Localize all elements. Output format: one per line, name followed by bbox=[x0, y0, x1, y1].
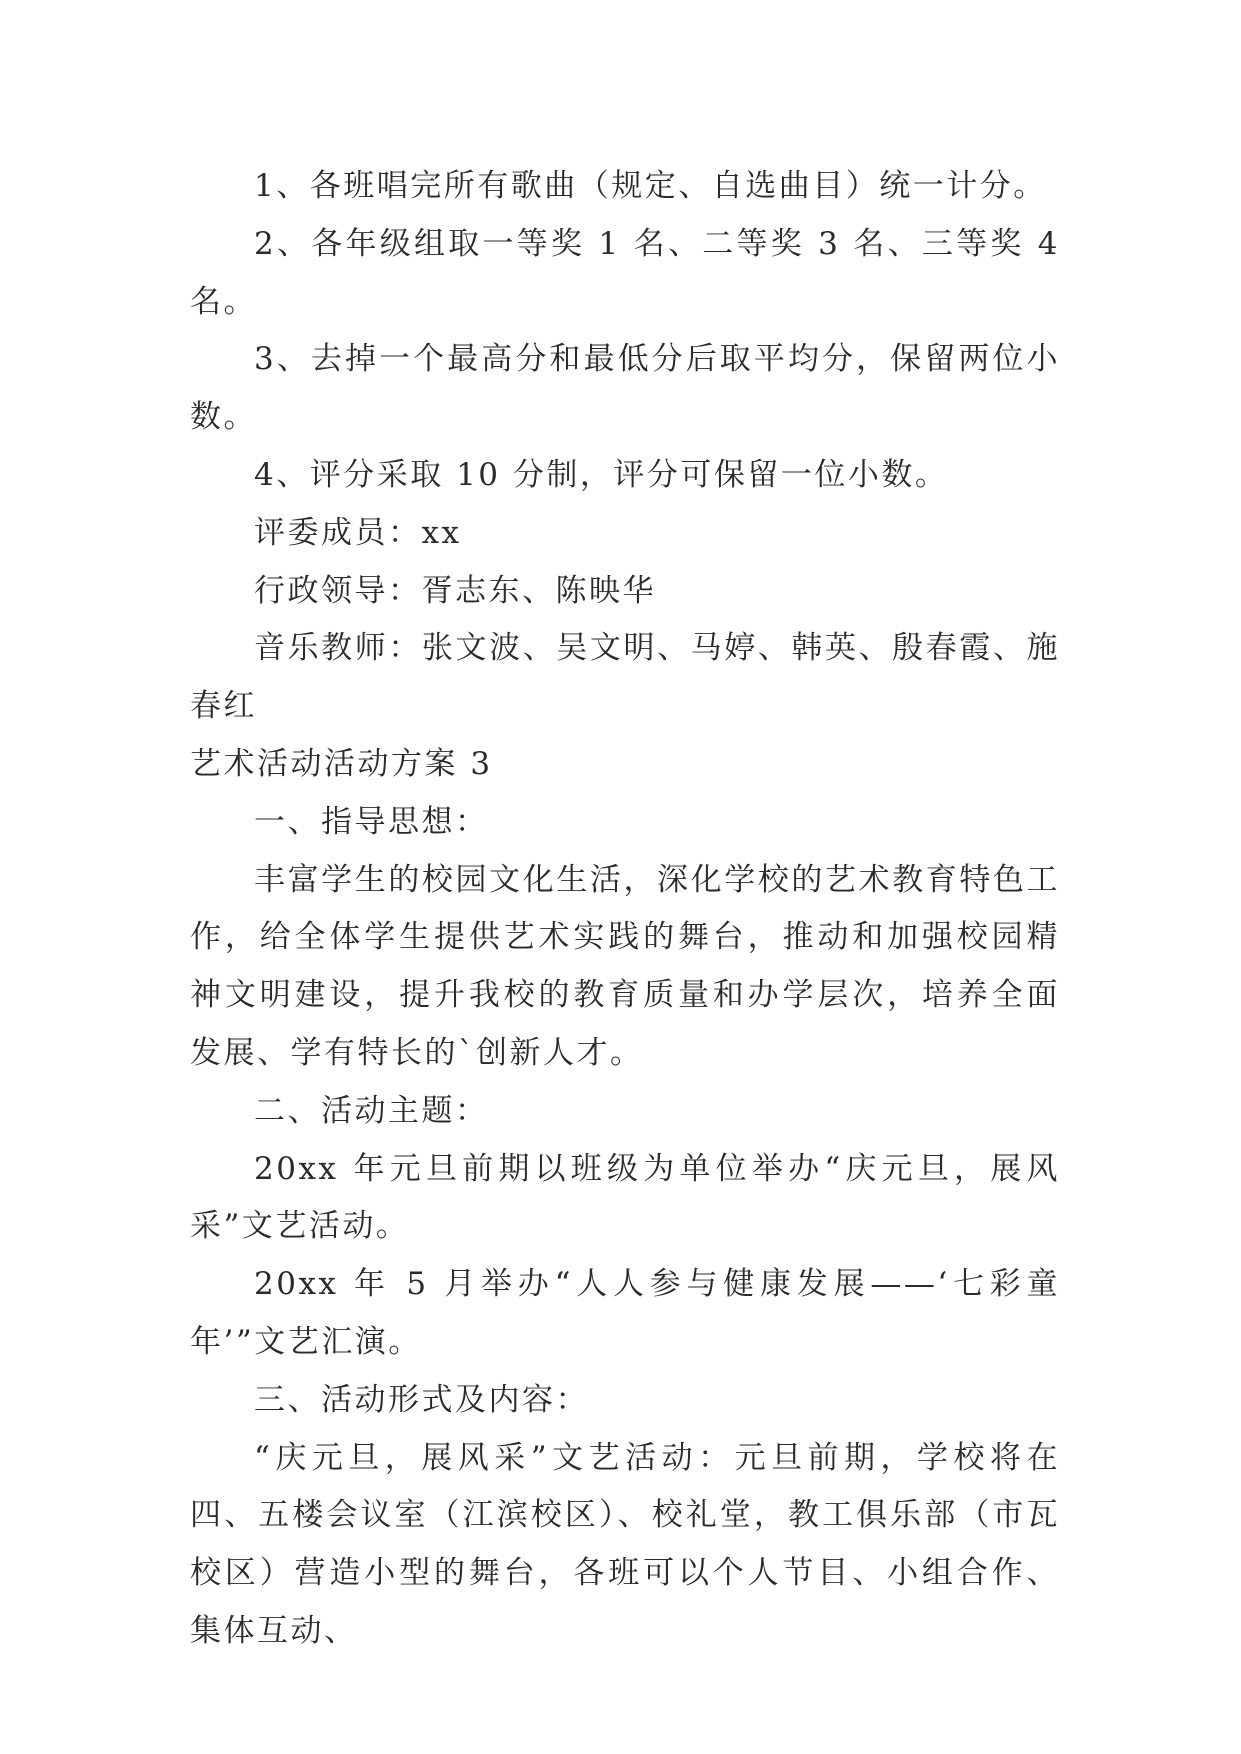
document-body bbox=[190, 158, 1060, 1661]
paragraph-judges: 评委成员：xx bbox=[254, 514, 462, 551]
paragraph-theme-may: 20xx 年 5 月举办“人人参与健康发展——‘七彩童年’”文艺汇演。 bbox=[190, 1266, 1060, 1360]
paragraph-scoring-rule-3: 3、去掉一个最高分和最低分后取平均分，保留两位小数。 bbox=[190, 341, 1060, 436]
paragraph-activity-form: “庆元旦，展风采”文艺活动：元旦前期，学校将在四、五楼会议室（江滨校区）、校礼堂，教工俱乐部（市瓦校区）营造小型的舞台，各班可以个人节目、小组合作、集体互动、 bbox=[190, 1439, 1060, 1649]
paragraph-music-teachers: 音乐教师：张文波、吴文明、马婷、韩英、殷春霞、施春红 bbox=[190, 630, 1060, 725]
heading-activity-theme: 二、活动主题： bbox=[254, 1092, 489, 1129]
heading-guiding-ideology: 一、指导思想： bbox=[254, 803, 489, 840]
paragraph-guiding-ideology: 丰富学生的校园文化生活，深化学校的艺术教育特色工作，给全体学生提供艺术实践的舞台，推动和加强校园精神文明建设，提升我校的教育质量和办学层次，培养全面发展、学有特长的`创新人才。 bbox=[190, 861, 1060, 1071]
paragraph-scoring-rule-1: 1、各班唱完所有歌曲（规定、自选曲目）统一计分。 bbox=[254, 168, 1047, 204]
paragraph-scoring-rule-4: 4、评分采取 10 分制，评分可保留一位小数。 bbox=[254, 456, 949, 493]
section-title: 艺术活动活动方案 3 bbox=[190, 745, 493, 782]
paragraph-admin-leaders: 行政领导：胥志东、陈映华 bbox=[254, 572, 656, 609]
paragraph-scoring-rule-2: 2、各年级组取一等奖 1 名、二等奖 3 名、三等奖 4 名。 bbox=[190, 225, 1060, 320]
heading-activity-form: 三、活动形式及内容： bbox=[254, 1381, 589, 1418]
paragraph-theme-new-year: 20xx 年元旦前期以班级为单位举办“庆元旦，展风采”文艺活动。 bbox=[190, 1150, 1060, 1245]
